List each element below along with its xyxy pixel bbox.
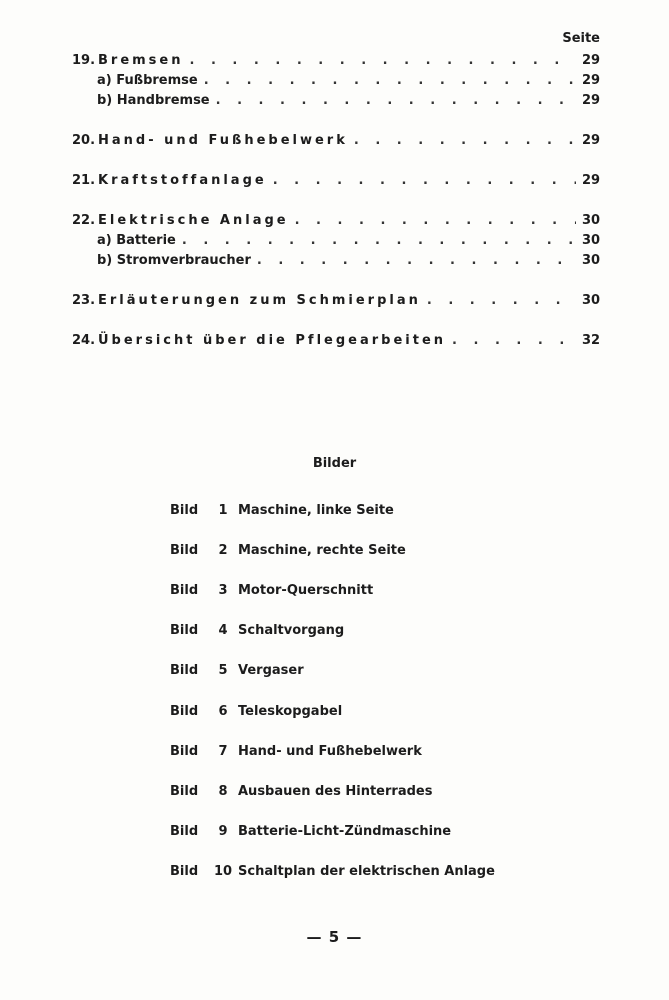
figure-title: Schaltplan der elektrischen Anlage [238,864,495,879]
toc-entry-24 [72,333,600,353]
figure-number: 2 [218,543,228,558]
figure-number: 9 [218,824,228,839]
toc-title: Bremsen [98,53,184,68]
toc-subentry [97,233,600,253]
figure-word: Bild [170,543,199,558]
toc-subtitle: a) Fußbremse [97,73,198,88]
toc-entry-21 [72,173,600,193]
toc-number: 23. [72,293,96,308]
toc-leader-dots [354,133,576,148]
figure-title: Hand- und Fußhebelwerk [238,744,422,759]
figure-word: Bild [170,583,199,598]
figure-entry [170,663,550,683]
figure-title: Motor-Querschnitt [238,583,374,598]
toc-page: 29 [582,133,601,148]
page-number: — 5 — [306,928,363,946]
figure-number: 7 [218,744,228,759]
figure-title: Schaltvorgang [238,623,345,638]
toc-leader-dots [452,333,576,348]
toc-page: 29 [582,173,601,188]
figure-title: Batterie-Licht-Zündmaschine [238,824,452,839]
toc-page: 30 [582,213,601,228]
figure-number: 8 [218,784,228,799]
figure-word: Bild [170,503,199,518]
figure-word: Bild [170,864,199,879]
figure-title: Vergaser [238,663,304,678]
toc-entry-22 [72,213,600,233]
figure-title: Teleskopgabel [238,704,343,719]
toc-page: 30 [582,233,601,248]
toc-leader-dots [204,73,576,88]
figure-title: Ausbauen des Hinterrades [238,784,433,799]
figure-word: Bild [170,784,199,799]
figure-number: 3 [218,583,228,598]
figure-entry [170,583,550,603]
figure-word: Bild [170,663,199,678]
toc-title: Übersicht über die Pflegearbeiten [98,333,447,348]
toc-number: 22. [72,213,96,228]
toc-subtitle: b) Stromverbraucher [97,253,251,268]
toc-number: 24. [72,333,96,348]
toc-leader-dots [273,173,576,188]
toc-leader-dots [182,233,576,248]
toc-title: Elektrische Anlage [98,213,289,228]
page-column-header: Seite [562,31,600,46]
toc-number: 20. [72,133,96,148]
figure-number: 1 [218,503,228,518]
figure-entry [170,824,550,844]
toc-entry-23 [72,293,600,313]
figure-entry [170,503,550,523]
toc-leader-dots [427,293,576,308]
figure-entry [170,543,550,563]
figure-entry [170,744,550,764]
toc-title: Kraftstoffanlage [98,173,267,188]
toc-subentry [97,73,600,93]
toc-subtitle: b) Handbremse [97,93,210,108]
toc-leader-dots [257,253,576,268]
figure-title: Maschine, rechte Seite [238,543,406,558]
toc-page: 29 [582,73,601,88]
figure-number: 5 [218,663,228,678]
figure-entry [170,784,550,804]
toc-title: Hand- und Fußhebelwerk [98,133,348,148]
figure-entry [170,623,550,643]
figure-word: Bild [170,744,199,759]
toc-number: 19. [72,53,96,68]
figure-entry [170,864,550,884]
figure-title: Maschine, linke Seite [238,503,394,518]
figure-number: 10 [213,864,233,879]
toc-entry-19 [72,53,600,73]
toc-subentry [97,253,600,273]
figure-word: Bild [170,623,199,638]
figure-entry [170,704,550,724]
toc-page: 32 [582,333,601,348]
toc-subentry [97,93,600,113]
figure-number: 6 [218,704,228,719]
toc-leader-dots [295,213,576,228]
figure-word: Bild [170,824,199,839]
toc-leader-dots [216,93,576,108]
figures-heading: Bilder [312,456,357,471]
toc-entry-20 [72,133,600,153]
toc-page: 30 [582,293,601,308]
toc-subtitle: a) Batterie [97,233,176,248]
figure-number: 4 [218,623,228,638]
toc-number: 21. [72,173,96,188]
toc-page: 30 [582,253,601,268]
figure-word: Bild [170,704,199,719]
toc-leader-dots [190,53,577,68]
toc-page: 29 [582,53,601,68]
toc-page: 29 [582,93,601,108]
toc-title: Erläuterungen zum Schmierplan [98,293,421,308]
